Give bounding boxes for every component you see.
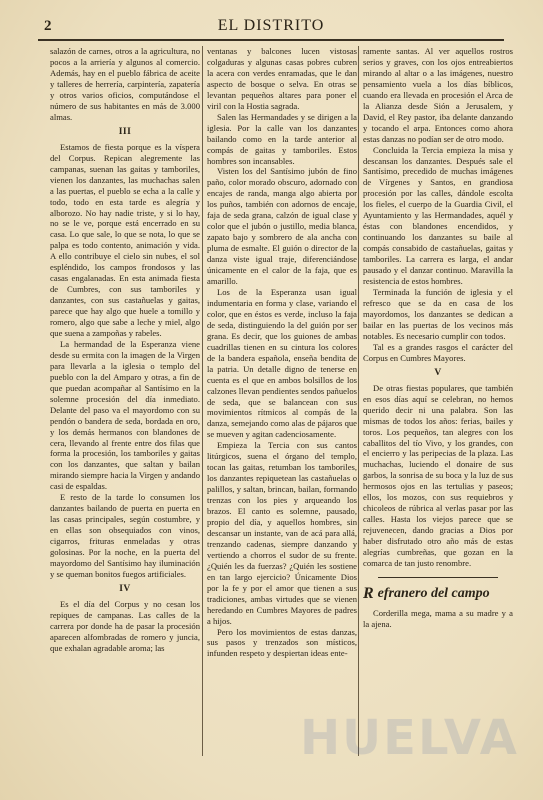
- watermark-text: HUELVA: [300, 710, 519, 766]
- paragraph: ventanas y balcones lucen vistosas colgaduras y algunas casas pobres cubren la acera con verdes enramadas, que le dan aspecto de bosque o selva. En otras se levantan pequeños altares para poner el viril con la Hostia sagrada.: [207, 46, 357, 111]
- paragraph: Tal es a grandes rasgos el carácter del Corpus en Cumbres Mayores.: [363, 341, 513, 363]
- page-header: [38, 18, 504, 38]
- paragraph: Terminada la función de iglesia y el refresco que se da en casa de los mayordomos, los danzantes se dedican a bailar en las puertas de los vecinos más notables. Es necesario cumplir con todos.: [363, 286, 513, 341]
- paragraph: ramente santas. Al ver aquellos rostros serios y graves, con los ojos entreabiertos mirando al altar o a las imágenes, nuestro pensamiento vuela a los días bíblicos, cuando era llevada en procesión el Arca de la Alianza desde Sión a Jerusalem, y David, el Rey pastor, iba delante danzando y tocando el arpa. Entonces como ahora estas danzas no podían ser de otro modo.: [363, 46, 513, 144]
- refranero-title-text: efranero del campo: [377, 586, 490, 602]
- column-2: [207, 46, 357, 659]
- page-number: 2: [44, 18, 52, 34]
- paragraph: La hermandad de la Esperanza viene desde su ermita con la imagen de la Virgen para llevarla a la iglesia o templo del pueblo con la del Amparo y otras, a fin de que puedan acompañar al Santísimo en la solemne procesión del día inmediato. Delante del paso va el mayordomo con su pendón o bandera de seda, bordada en oro, y los demás hermanos con blandones de cera, llevando al frente entre dos filas que forma la procesión, los tamboriles y gaitas con los danzantes, que saltan y bailan mirando siempre hacia la Virgen y andando casi de espaldas.: [50, 338, 200, 492]
- paragraph: Corderilla mega, mama a su madre y a la ajena.: [363, 608, 513, 630]
- library-watermark: [300, 700, 519, 780]
- paragraph: Salen las Hermandades y se dirigen a la iglesia. Por la calle van los danzantes bailando como en la tarde anterior al compás de gaitas y tamboriles. Estos hombres son incansables.: [207, 111, 357, 166]
- paragraph: Visten los del Santísimo jubón de fino paño, color morado obscuro, adornado con encajes de randa, manga algo abierta por los puños, también con adornos de encaje, faja de seda grana, calzón de igual clase y color que el jubón o justillo, media blanca, zapato bajo y sombrero de ala ancha con pluma de esmalte. El guión o director de la danza viste igual traje, diferenciándose únicamente en el calor de la faja, que es amarillo.: [207, 166, 357, 287]
- paragraph: Los de la Esperanza usan igual indumentaria en forma y clase, variando el color, que en éstos es verde, incluso la faja de seda, distinguiendo la del guión por ser grana. Es decir, que los guiones de ambas cuadrillas tienen en su cintura los colores de la bandera española, enseña bendita de la patria. Un detalle digno de tenerse en cuenta es el que en ambos bolsillos de los calzones llevan pendientes sendos pañuelos de seda, que se balancean con sus movimientos rítmicos al compás de la danza, semejando como alas de pájaros que se mueven y agitan cadenciosamente.: [207, 286, 357, 440]
- section-heading: V: [434, 367, 442, 378]
- section-heading: IV: [119, 583, 131, 594]
- column-divider: [202, 46, 203, 756]
- paragraph: Es el día del Corpus y no cesan los repiques de campanas. Las calles de la carrera por donde ha de pasar la procesión aparecen alfombradas de romero y juncia, que exhalan agradable aroma; las: [50, 599, 200, 653]
- section-heading: III: [118, 126, 132, 137]
- paragraph: Empieza la Tercia con sus cantos litúrgicos, suena el órgano del templo, tocan las gaitas, retumban los tamboriles, los danzantes repiquetean las castañuelas o palillos, y saltan, brincan, bailan, formando trenzas con los pies y arqueando los brazos. El canto es solemne, pausado, propio del día, y aquellos hombres, sin descansar un instante, van de acá para allá, trenzando cadenas, siempre danzando y vertiendo a chorros el sudor de su frente. ¿Quién les da fuerzas? ¿Quién les sostiene en tan largo ejercicio? Únicamente Dios por la fe y por el amor que tienen a sus tradiciones, ambas virtudes que se vienen heredando en Cumbres Mayores de padres a hijos.: [207, 440, 357, 626]
- header-rule: [38, 39, 504, 41]
- paragraph: salazón de carnes, otros a la agricultura, no pocos a la arriería y algunos al comercio. Además, hay en el pueblo fábrica de aceite y talleres de herrería, carpintería, zapatería y otros varios oficios, computándose el número de sus habitantes en más de 3.000 almas.: [50, 46, 200, 122]
- paragraph: Estamos de fiesta porque es la víspera del Corpus. Repican alegremente las campanas, suenan las gaitas y tamboriles, vienen los danzantes, las muchachas salen a las puertas, el pueblo se echa a la calle y todo, todo en esta tarde es alegría y alborozo. No hay nadie triste, y si lo hay, no se le ve, porque está encerrado en su casa. Lo que sale, lo que se nota, lo que se palpa es todo contento, animación y vida. A ello contribuye el cielo sin nubes, el sol espléndido, los campos frondosos y las casas engalanadas. En esta animada fiesta de Cumbres, con sus tamboriles y danzantes, con sus castañuelas y gaitas, parece que hay algo que huele a tomillo y romero, algo que sabe a leche y miel, algo que suena a zampoñas y rabeles.: [50, 141, 200, 338]
- paragraph: Pero los movimientos de estas danzas, sus pasos y trenzados son místicos, infunden respeto y despiertan ideas ente-: [207, 626, 357, 659]
- paragraph: E resto de la tarde lo consumen los danzantes bailando de puerta en puerta en las casas principales, según costumbre, y en ellas son obsequiados con vinos, cigarros, frituras enmeladas y otras golosinas. Por la noche, en la puerta del mayordomo del Santísimo hay iluminación y se queman bonitos fuegos artificiales.: [50, 492, 200, 579]
- column-1: [50, 46, 200, 654]
- refranero-title: [363, 584, 513, 604]
- section-rule: [378, 577, 498, 578]
- drop-cap: R: [363, 584, 374, 602]
- column-3: [363, 46, 513, 630]
- column-divider: [358, 46, 359, 756]
- paragraph: De otras fiestas populares, que también en esos días aquí se celebran, no hemos querido decir ni una palabra. Son las mismas de todos los años: ferias, bailes y toros. Los pequeños, tan alegres con los caballitos del tío Vivo, y los grandes, con el encierro y las peripecias de la plaza. Las muchachas, luciendo el donaire de sus garbos, la sonrisa de su boca y la luz de sus hermosos ojos en las tertulias y paseos; ellos, los mozos, con sus requiebros y chicoleos de rúbrica al verlas pasar por las calles. Hasta los viejos parece que se rejuvenecen, dando gracias a Dios por haber disfrutado otro año más de estas alegrías cumbreñas, que gozan en la comarca de tan justo renombre.: [363, 382, 513, 568]
- masthead-title: EL DISTRITO: [217, 17, 325, 34]
- paragraph: Concluida la Tercia empieza la misa y descansan los danzantes. Después sale el Santísimo, precedido de muchas imágenes de Vírgenes y Santos, en grandiosa procesión por las calles, dándole escolta los fieles, el cuerpo de la Guardia Civil, el Ayuntamiento y las Hermandades, aquél y éstas con blandones encendidos, y continuando los danzantes su baile al compás consabido de castañuelas, gaitas y tamboriles. La carrera es larga, el andar pausado y el danzar continuo. Maravilla la resistencia de estos hombres.: [363, 144, 513, 287]
